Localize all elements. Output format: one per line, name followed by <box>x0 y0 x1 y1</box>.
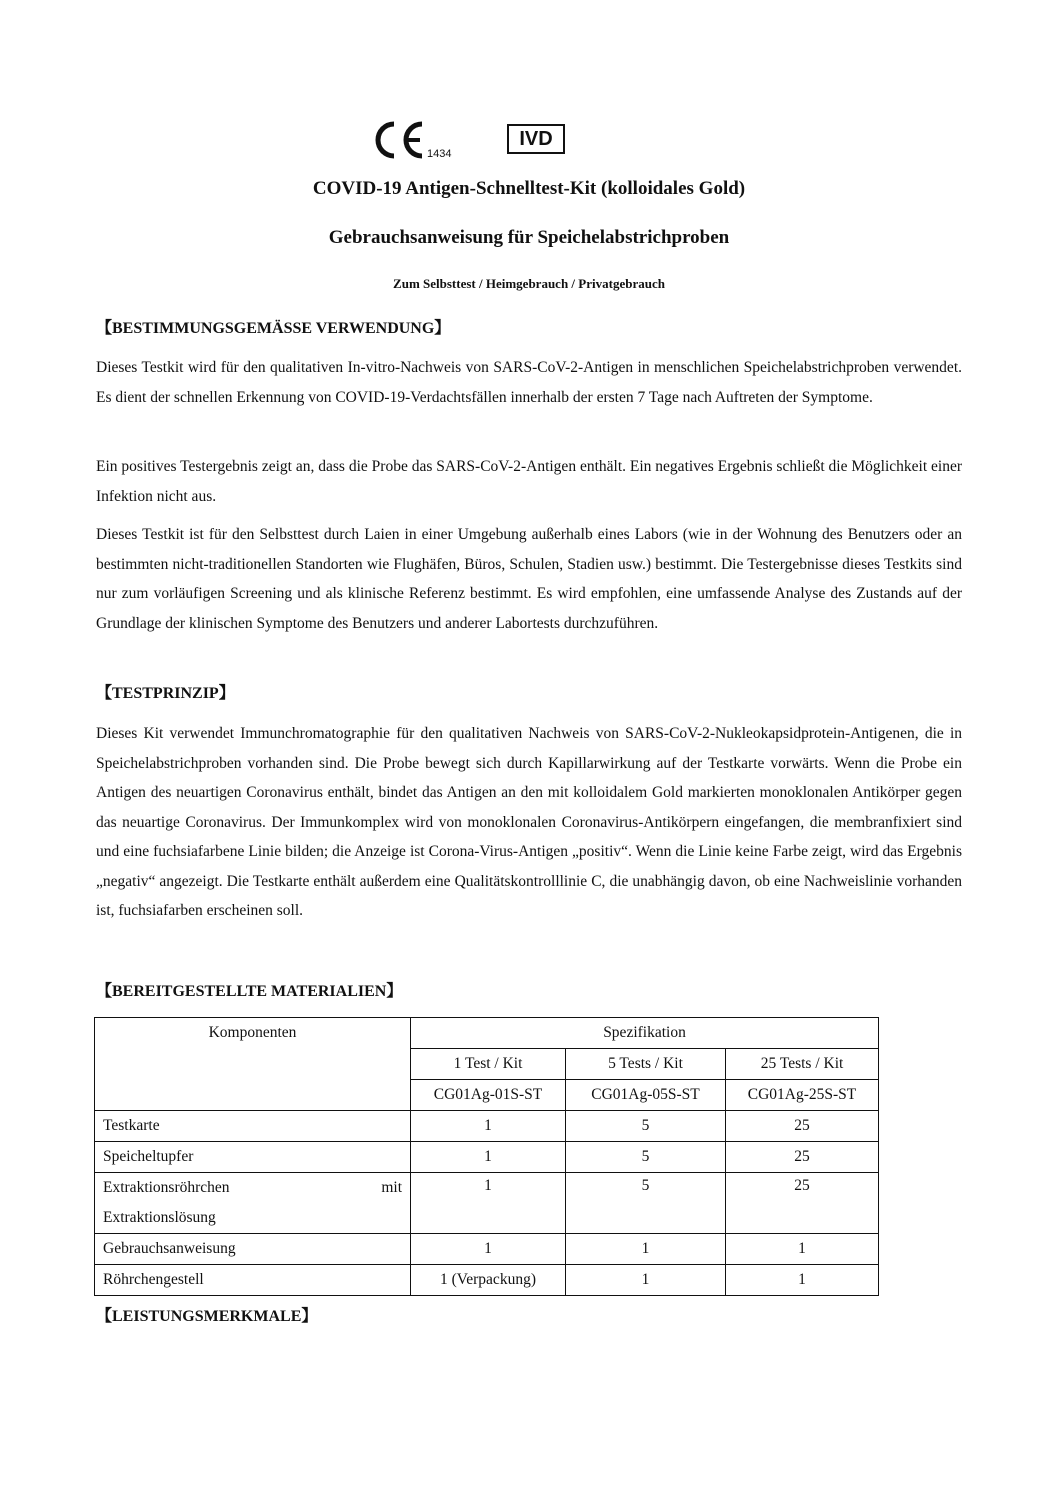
code-cell: CG01Ag-05S-ST <box>566 1080 726 1111</box>
table-row <box>95 1265 879 1296</box>
component-name <box>95 1173 411 1234</box>
quantity-cell: 1 <box>566 1265 726 1296</box>
quantity-cell: 1 (Verpackung) <box>411 1265 566 1296</box>
table-row <box>95 1111 879 1142</box>
intended-use-paragraph-2: Ein positives Testergebnis zeigt an, dass die Probe das SARS-CoV-2-Antigen enthält. Ein negatives Ergebnis schließt die Möglichkeit einer Infektion nicht aus. <box>96 458 962 505</box>
code-cell: CG01Ag-25S-ST <box>726 1080 879 1111</box>
quantity-cell: 5 <box>566 1111 726 1142</box>
quantity-cell: 1 <box>726 1234 879 1265</box>
section-heading-principle: 【TESTPRINZIP】 <box>96 685 235 702</box>
quantity-cell: 1 <box>566 1234 726 1265</box>
component-name: Speicheltupfer <box>95 1142 411 1173</box>
size-cell: 25 Tests / Kit <box>726 1049 879 1080</box>
quantity-cell: 25 <box>726 1142 879 1173</box>
section-heading-performance: 【LEISTUNGSMERKMALE】 <box>96 1308 318 1325</box>
header-specification: Spezifikation <box>411 1018 879 1049</box>
intended-use-paragraph-3: Dieses Testkit ist für den Selbsttest durch Laien in einer Umgebung außerhalb eines Labors (wie in der Wohnung des Benutzers oder an bestimmten nicht-traditionellen Standorten wie Flughäfen, Büros, Schulen, Stadien usw.) bestimmt. Die Testergebnisse dieses Testkits sind nur zum vorläufigen Screening und als klinische Referenz bestimmt. Es wird empfohlen, eine umfassende Analyse des Zustands auf der Grundlage der klinischen Symptome des Benutzers und anderer Labortests durchzuführen. <box>96 526 962 632</box>
materials-table <box>94 1017 879 1296</box>
notified-body-number: 1434 <box>427 148 452 160</box>
regulatory-marks <box>372 118 572 166</box>
table-row <box>95 1173 879 1234</box>
document-subtitle: Gebrauchsanweisung für Speichelabstrichproben <box>328 227 730 248</box>
quantity-cell: 1 <box>726 1265 879 1296</box>
quantity-cell: 1 <box>411 1173 566 1234</box>
header-components: Komponenten <box>95 1018 411 1111</box>
component-name-part: Extraktionslösung <box>103 1209 216 1226</box>
component-name: Gebrauchsanweisung <box>95 1234 411 1265</box>
quantity-cell: 25 <box>726 1111 879 1142</box>
intended-use-paragraph-1: Dieses Testkit wird für den qualitativen In-vitro-Nachweis von SARS-CoV-2-Antigen in menschlichen Speichelabstrichproben verwendet. Es dient der schnellen Erkennung von COVID-19-Verdachtsfällen innerhalb der ersten 7 Tage nach Auftreten der Symptome. <box>96 359 962 406</box>
table-row <box>95 1234 879 1265</box>
quantity-cell: 5 <box>566 1173 726 1234</box>
quantity-cell: 1 <box>411 1234 566 1265</box>
component-name: Testkarte <box>95 1111 411 1142</box>
quantity-cell: 5 <box>566 1142 726 1173</box>
table-row <box>95 1142 879 1173</box>
component-name-part: Extraktionsröhrchen <box>103 1179 230 1196</box>
table-header-row <box>95 1018 879 1049</box>
section-heading-materials: 【BEREITGESTELLTE MATERIALIEN】 <box>96 983 403 1000</box>
size-cell: 5 Tests / Kit <box>566 1049 726 1080</box>
principle-paragraph: Dieses Kit verwendet Immunchromatographie für den qualitativen Nachweis von SARS-CoV-2-Nukleokapsidprotein-Antigenen, die in Speichelabstrichproben vorhanden sind. Die Probe bewegt sich durch Kapillarwirkung auf der Testkarte vorwärts. Wenn die Probe ein Antigen des neuartigen Coronavirus enthält, bindet das Antigen an den mit kolloidalem Gold markierten monoklonalen Antikörper gegen das neuartige Coronavirus. Der Immunkomplex wird von monoklonalen Coronavirus-Antikörpern eingefangen, die membranfixiert sind und eine fuchsiafarbene Linie bilden; die Anzeige ist Corona-Virus-Antigen „positiv“. Wenn die Linie keine Farbe zeigt, wird das Ergebnis „negativ“ angezeigt. Die Testkarte enthält außerdem eine Qualitätskontrolllinie C, die unabhängig davon, ob eine Nachweislinie vorhanden ist, fuchsiafarben erscheinen soll. <box>96 725 962 919</box>
component-name-part: mit <box>381 1179 402 1196</box>
quantity-cell: 1 <box>411 1111 566 1142</box>
usage-note: Zum Selbsttest / Heimgebrauch / Privatgebrauch <box>393 276 665 291</box>
component-name: Röhrchengestell <box>95 1265 411 1296</box>
size-cell: 1 Test / Kit <box>411 1049 566 1080</box>
quantity-cell: 25 <box>726 1173 879 1234</box>
ivd-mark: IVD <box>507 124 565 154</box>
quantity-cell: 1 <box>411 1142 566 1173</box>
section-heading-intended-use: 【BESTIMMUNGSGEMÄSSE VERWENDUNG】 <box>96 320 451 337</box>
code-cell: CG01Ag-01S-ST <box>411 1080 566 1111</box>
ce-mark-icon <box>372 118 428 162</box>
document-title: COVID-19 Antigen-Schnelltest-Kit (kolloidales Gold) <box>312 178 746 199</box>
